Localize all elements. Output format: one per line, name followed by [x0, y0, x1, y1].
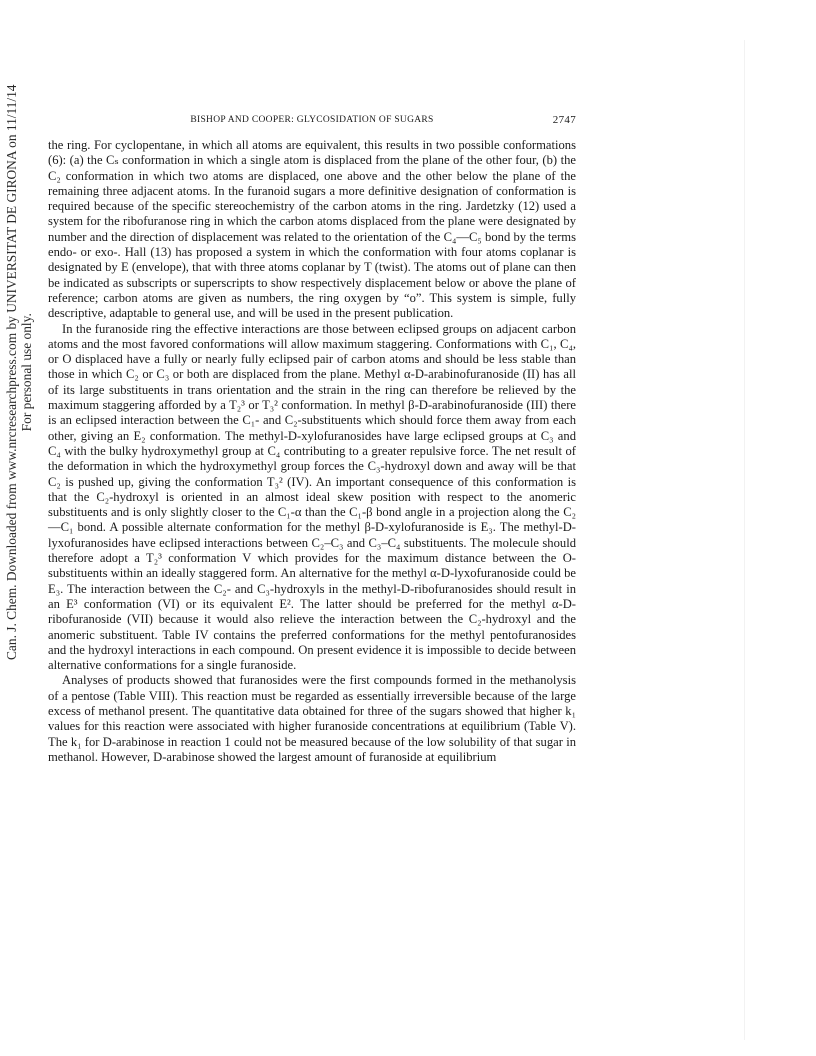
running-head-title: BISHOP AND COOPER: GLYCOSIDATION OF SUGARS [190, 115, 434, 125]
page-number: 2747 [552, 114, 576, 126]
paragraph-methanolysis-analysis: Analyses of products showed that furanosides were the first compounds formed in the methanolysis of a pentose (Table VIII). This reaction must be regarded as essentially irreversible because of the large excess of methanol present. The quantitative data obtained for three of the sugars showed that higher k₁ values for this reaction were associated with higher furanoside concentrations at equilibrium (Table V). The k₁ for D-arabinose in reaction 1 could not be measured because of the low solubility of that sugar in methanol. However, D-arabinose showed the largest amount of furanoside at equilibrium [48, 673, 576, 764]
article-body [48, 138, 576, 765]
download-watermark [4, 85, 34, 661]
paragraph-conformation-notation: the ring. For cyclopentane, in which all atoms are equivalent, this results in two possible conformations (6): (a) the Cₛ conformation in which a single atom is displaced from the plane of the other four, (b) the C₂ conformation in which two atoms are displaced, one above and the other below the plane of the remaining three adjacent atoms. In the furanoid sugars a more definitive designation of conformation is required because of the specific stereochemistry of the carbon atoms in the ring. Jardetzky (12) used a system for the ribofuranose ring in which the carbon atoms displaced from the plane were designated by number and the direction of displacement was related to the orientation of the C₄—C₅ bond by the terms endo- or exo-. Hall (13) has proposed a system in which the conformation with four atoms coplanar is designated by E (envelope), that with three atoms coplanar by T (twist). The atoms out of plane can then be indicated as subscripts or superscripts to show respectively displacement below or above the plane of reference; carbon atoms are given as numbers, the ring oxygen by “o”. This system is simple, fully descriptive, adaptable to general use, and will be used in the present publication. [48, 138, 576, 321]
running-head [48, 115, 576, 129]
paragraph-furanoside-interactions: In the furanoside ring the effective interactions are those between eclipsed groups on adjacent carbon atoms and the most favored conformations will allow maximum staggering. Conformations with C₁, C₄, or O displaced have a fully or nearly fully eclipsed pair of carbon atoms and should be less stable than those in which C₂ or C₃ or both are displaced from the plane. Methyl α-D-arabinofuranoside (II) has all of its large substituents in trans orientation and the strain in the ring can therefore be relieved by the maximum staggering afforded by a T₂³ or T₃² conformation. In methyl β-D-arabinofuranoside (III) there is an eclipsed interaction between the C₁- and C₂-substituents which should force them away from each other, giving an E₂ conformation. The methyl-D-xylofuranosides have large eclipsed groups at C₃ and C₄ with the bulky hydroxymethyl group at C₄ contributing to a greater repulsive force. The net result of the deformation in which the hydroxymethyl group forces the C₃-hydroxyl down and away will be that C₂ is pushed up, giving the conformation T₃² (IV). An important consequence of this conformation is that the C₂-hydroxyl is oriented in an almost ideal skew position with respect to the anomeric substituents and is only slightly closer to the C₁-α than the C₁-β bond angle in a projection along the C₂—C₁ bond. A possible alternate conformation for the methyl β-D-xylofuranoside is E₃. The methyl-D-lyxofuranosides have eclipsed interactions between C₂–C₃ and C₃–C₄ substituents. The molecule should therefore adopt a T₂³ conformation V which provides for the maximum distance between the O-substituents within an ideally staggered form. An alternative for the methyl α-D-lyxofuranoside could be E₃. The interaction between the C₂- and C₃-hydroxyls in the methyl-D-ribofuranosides should result in an E³ conformation (VI) or its equivalent E². The latter should be preferred for the methyl α-D-ribofuranoside (VII) because it would also relieve the interaction between the C₂-hydroxyl and the anomeric substituent. Table IV contains the preferred conformations for the methyl pentofuranosides and the hydroxyl interactions in each compound. On present evidence it is impossible to decide between alternative conformations for a single furanoside. [48, 321, 576, 673]
scan-margin-line [744, 40, 745, 1040]
personal-use-notice: For personal use only. [19, 313, 34, 432]
download-notice: Can. J. Chem. Downloaded from www.nrcresearchpress.com by UNIVERSITAT DE GIRONA on 11/11/14 [4, 84, 19, 660]
